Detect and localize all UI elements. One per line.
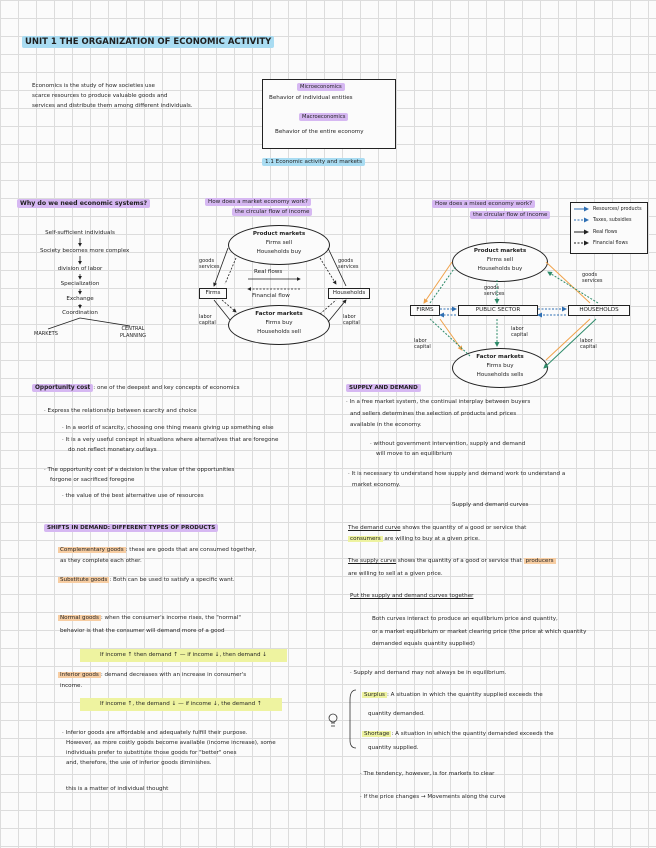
goods-substitute: Substitute goods : Both can be used to satisfy a specific want. — [60, 577, 235, 583]
opportunity-heading-rest: : one of the deepest and key concepts of economics — [93, 385, 240, 391]
supply-curve-line-2: are willing to sell at a given price. — [348, 571, 443, 577]
price-changes-line: · If the price changes → Movements along the curve — [360, 794, 506, 800]
systems-node-complex: Society becomes more complex — [40, 248, 130, 254]
opportunity-heading: Opportunity cost — [32, 384, 93, 392]
normal-label: Normal goods — [60, 615, 99, 621]
mixed-households-box: HOUSEHOLDS — [568, 305, 630, 316]
systems-node-exchange: Exchange — [66, 296, 94, 302]
opportunity-p3b: do not reflect monetary outlays — [68, 447, 157, 453]
inferior-label: Inferior goods — [60, 672, 99, 678]
mixed-public-sector-box: PUBLIC SECTOR — [458, 305, 538, 316]
shortage-line-2: quantity supplied. — [368, 745, 419, 751]
shortage-label: Shortage — [364, 731, 390, 737]
mixed-product-line-2: Households buy — [477, 266, 523, 272]
mixed-goods-right: goods services — [582, 272, 603, 284]
section-1-1-heading: 1.1 Economic activity and markets — [262, 158, 365, 166]
opportunity-p1: · Express the relationship between scarcity and choice — [44, 408, 197, 414]
equilibrium-2: or a market equilibrium or market clearing price (the price at which quantity — [372, 629, 587, 635]
goods-inferior-2: income. — [60, 683, 83, 689]
complementary-label: Complementary goods — [60, 547, 124, 553]
goods-complementary: Complementary goods : these are goods that are consumed together, — [60, 547, 257, 553]
mixed-factor-title: Factor markets — [476, 354, 524, 360]
systems-markets: MARKETS — [34, 331, 58, 337]
goods-heading: SHIFTS IN DEMAND: DIFFERENT TYPES OF PRODUCTS — [44, 524, 218, 532]
market-goods-left: goods services — [199, 258, 220, 270]
inferior-p3: individuals prefer to substitute those goods for "better" ones — [66, 750, 237, 756]
inferior-p5: this is a matter of individual thought — [66, 786, 169, 792]
micro-label: Microeconomics — [297, 83, 345, 91]
opportunity-p4: · The opportunity cost of a decision is the value of the opportunities — [44, 467, 235, 473]
supply-curve-line: The supply curve shows the quantity of a good or service that producers — [348, 558, 554, 564]
market-labor-left: labor capital — [199, 314, 216, 326]
page-title: UNIT 1 THE ORGANIZATION OF ECONOMIC ACTIVITY — [22, 36, 274, 48]
mixed-product-title: Product markets — [473, 248, 527, 254]
intro-line-2: scarce resources to produce valuable goods and — [32, 93, 168, 99]
supply-p6: · It is necessary to understand how supply and demand work to understand a — [348, 471, 566, 477]
legend-item-1: Resources/ products — [593, 207, 642, 212]
goods-complementary-2: as they complete each other. — [60, 558, 142, 564]
demand-curve-label: The demand curve — [348, 525, 401, 531]
systems-node-division: division of labor — [57, 266, 103, 272]
mixed-labor-left: labor capital — [414, 338, 431, 350]
micro-text: Behavior of individual entities — [269, 95, 353, 101]
opportunity-p5: · the value of the best alternative use of resources — [62, 493, 204, 499]
together-heading: Put the supply and demand curves together — [350, 593, 474, 599]
market-heading-2: the circular flow of income — [232, 208, 312, 216]
opportunity-p4b: forgone or sacrificed foregone — [50, 477, 135, 483]
market-firms-box: Firms — [199, 288, 227, 299]
mixed-heading-2: the circular flow of income — [470, 211, 550, 219]
not-always-equilibrium: · Supply and demand may not always be in equilibrium. — [350, 670, 507, 676]
systems-node-coordination: Coordination — [62, 310, 98, 316]
intro-line-1: Economics is the study of how societies use — [32, 83, 155, 89]
market-product-line-1: Firms sell — [265, 240, 293, 246]
inferior-formula: If income ↑, the demand ↓ — if income ↓, the demand ↑ — [80, 698, 282, 711]
supply-curves-title: Supply and demand curves — [452, 502, 529, 508]
systems-node-specialization: Specialization — [60, 281, 100, 287]
legend-item-2: Taxes, subsidies — [593, 218, 632, 223]
mixed-product-line-1: Firms sell — [486, 257, 514, 263]
mixed-firms-box: FIRMS — [410, 305, 440, 316]
market-real-flows: Real flows — [254, 269, 283, 275]
market-heading-1: How does a market economy work? — [205, 198, 311, 206]
market-households-box: Households — [328, 288, 370, 299]
producers-highlight: producers — [525, 558, 554, 564]
opportunity-p2: · In a world of scarcity, choosing one thing means giving up something else — [62, 425, 274, 431]
market-factor-line-1: Firms buy — [265, 320, 293, 326]
systems-node-self-sufficient: Self-sufficient individuals — [45, 230, 115, 236]
equilibrium-3: demanded equals quantity supplied) — [372, 641, 475, 647]
mixed-heading-1: How does a mixed economy work? — [432, 200, 535, 208]
demand-curve-line-2: consumers are willing to buy at a given price. — [350, 536, 480, 542]
systems-central-planning: CENTRAL PLANNING — [120, 326, 146, 339]
supply-heading: SUPPLY AND DEMAND — [346, 384, 421, 392]
normal-formula: If income ↑ then demand ↑ — if income ↓, then demand ↓ — [80, 649, 287, 662]
opportunity-heading-line — [32, 384, 240, 393]
legend-item-4: Financial flows — [593, 241, 628, 246]
mixed-factor-line-2: Households sells — [476, 372, 524, 378]
supply-p3: available in the economy. — [350, 422, 422, 428]
surplus-label: Surplus — [364, 692, 385, 698]
inferior-p1: · Inferior goods are affordable and adequately fulfill their purpose. — [62, 730, 248, 736]
market-factor-title: Factor markets — [255, 311, 303, 317]
substitute-label: Substitute goods — [60, 577, 108, 583]
market-goods-right: goods services — [338, 258, 359, 270]
mixed-labor-label: labor capital — [511, 326, 528, 338]
demand-curve-line: The demand curve shows the quantity of a good or service that — [348, 525, 527, 531]
opportunity-p3: · It is a very useful concept in situations where alternatives that are foregone — [62, 437, 279, 443]
market-product-title: Product markets — [252, 231, 306, 237]
supply-p7: market economy. — [352, 482, 401, 488]
consumers-highlight: consumers — [350, 536, 381, 542]
mixed-goods-label: goods services — [484, 285, 505, 297]
equilibrium-1: Both curves interact to produce an equilibrium price and quantity, — [372, 616, 558, 622]
market-product-line-2: Households buy — [256, 249, 302, 255]
tendency-line: · The tendency, however, is for markets to clear — [360, 771, 495, 777]
legend-item-3: Real flows — [593, 230, 618, 235]
goods-inferior: Inferior goods : demand decreases with an increase in consumer's — [60, 672, 247, 678]
intro-line-3: services and distribute them among different individuals. — [32, 103, 193, 109]
systems-heading: Why do we need economic systems? — [17, 199, 150, 208]
shortage-line: Shortage : A situation in which the quantity demanded exceeds the — [364, 731, 554, 737]
mixed-factor-line-1: Firms buy — [486, 363, 514, 369]
surplus-line: Surplus : A situation in which the quantity supplied exceeds the — [364, 692, 543, 698]
inferior-p2: However, as more costly goods become available (income increase), some — [66, 740, 276, 746]
goods-normal: Normal goods : when the consumer's income rises, the "normal" — [60, 615, 241, 621]
inferior-p4: and, therefore, the use of inferior goods diminishes. — [66, 760, 212, 766]
macro-label: Macroeconomics — [299, 113, 348, 121]
mixed-labor-right: labor capital — [580, 338, 597, 350]
market-financial-flow: Financial flow — [252, 293, 290, 299]
supply-p4: · without government intervention, supply and demand — [370, 441, 526, 447]
supply-p5: will move to an equilibrium — [376, 451, 453, 457]
supply-p2: and sellers determines the selection of products and prices — [350, 411, 517, 417]
market-factor-line-2: Households sell — [257, 329, 301, 335]
supply-curve-label: The supply curve — [348, 558, 397, 564]
goods-normal-2: behavior is that the consumer will demand more of a good — [60, 628, 225, 634]
macro-text: Behavior of the entire economy — [275, 129, 364, 135]
supply-p1: · In a free market system, the continual interplay between buyers — [346, 399, 531, 405]
market-labor-right: labor capital — [343, 314, 360, 326]
surplus-line-2: quantity demanded. — [368, 711, 425, 717]
